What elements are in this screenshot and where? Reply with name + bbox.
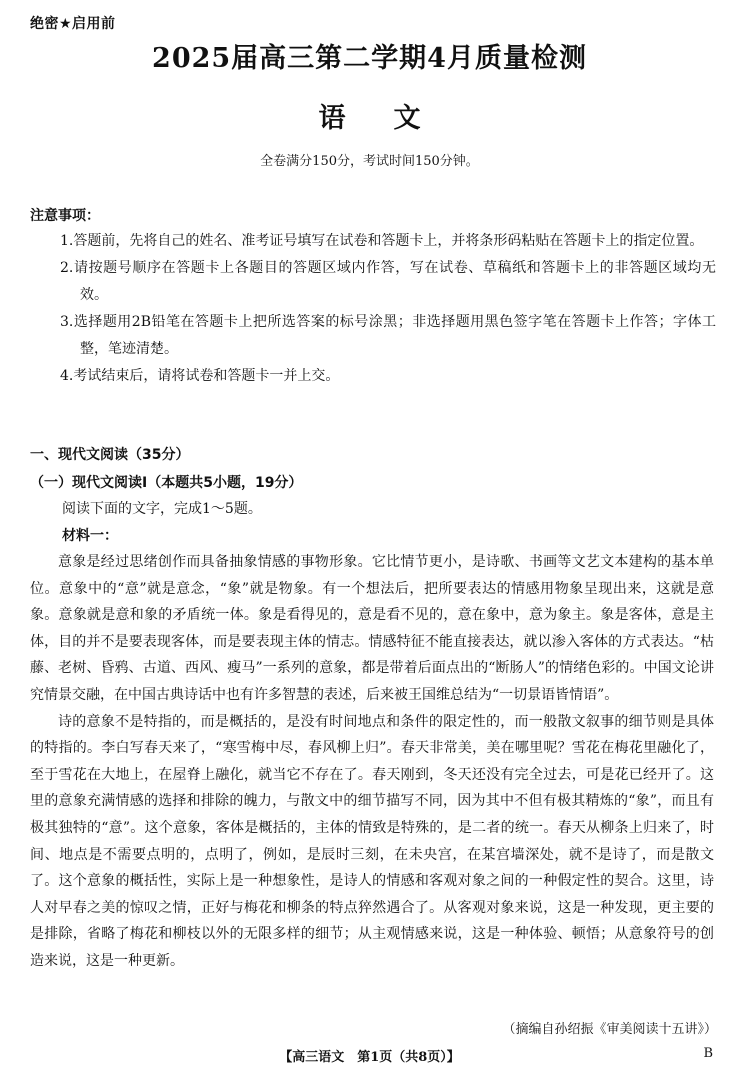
- reading-instruction: 阅读下面的文字，完成1～5题。: [62, 501, 262, 517]
- notices-heading: 注意事项：: [30, 208, 100, 224]
- notice-item: 3.选择题用2B铅笔在答题卡上把所选答案的标号涂黑；非选择题用黑色签字笔在答题卡上作答；字体工整，笔迹清楚。: [60, 314, 716, 357]
- material-label: 材料一：: [62, 528, 118, 544]
- score-time-line: 全卷满分150分，考试时间150分钟。: [260, 154, 479, 169]
- passage-body: [30, 549, 714, 975]
- notice-item: 1.答题前，先将自己的姓名、准考证号填写在试卷和答题卡上，并将条形码粘贴在答题卡上的指定位置。: [60, 233, 704, 249]
- notice-item: 4.考试结束后，请将试卷和答题卡一并上交。: [60, 368, 340, 384]
- passage-paragraph: 意象是经过思绪创作而具备抽象情感的事物形象。它比情节更小，是诗歌、书画等文艺文本建构的基本单位。意象中的“意”就是意念，“象”就是物象。有一个想法后，把所要表达的情感用物象呈现出来，这就是意象。意象就是意和象的矛盾统一体。象是看得见的，意是看不见的，意在象中，意为象主。象是客体，意是主体，目的并不是要表现客体，而是要表现主体的情志。情感特征不能直接表达，就以渗入客体的方式表达。“枯藤、老树、昏鸦、古道、西风、瘦马”一系列的意象，都是带着后面点出的“断肠人”的情绪色彩的。中国文论讲究情景交融，在中国古典诗话中也有许多智慧的表述，后来被王国维总结为“一切景语皆情语”。: [30, 554, 714, 703]
- paper-version-code: B: [703, 1046, 713, 1061]
- page-footer: 【高三语文 第1页（共8页）】: [279, 1050, 460, 1065]
- section-subtitle: （一）现代文阅读Ⅰ（本题共5小题，19分）: [30, 475, 303, 491]
- exam-title: 2025届高三第二学期4月质量检测: [152, 43, 587, 74]
- section-title: 一、现代文阅读（35分）: [30, 447, 190, 463]
- notice-item: 2.请按题号顺序在答题卡上各题目的答题区域内作答，写在试卷、草稿纸和答题卡上的非答题区域均无效。: [60, 260, 716, 303]
- notices-list: [60, 228, 716, 390]
- passage-paragraph: 诗的意象不是特指的，而是概括的，是没有时间地点和条件的限定性的，而一般散文叙事的细节则是具体的特指的。李白写春天来了，“寒雪梅中尽，春风柳上归”。春天非常美，美在哪里呢？雪花在梅花里融化了，至于雪花在大地上，在屋脊上融化，就当它不存在了。春天刚到，冬天还没有完全过去，可是花已经开了。这里的意象充满情感的选择和排除的魄力，与散文中的细节描写不同，因为其中不但有极其精炼的“象”，而且有极其独特的“意”。这个意象，客体是概括的，主体的情致是特殊的，是二者的统一。春天从柳条上归来了，时间、地点是不需要点明的，点明了，例如，是辰时三刻，在未央宫，在某宫墙深处，就不是诗了，而是散文了。这个意象的概括性，实际上是一种想象性，是诗人的情感和客观对象之间的一种假定性的契合。这里，诗人对早春之美的惊叹之情，正好与梅花和柳条的特点猝然遇合了。从客观对象来说，这是一种发现，更主要的是排除，省略了梅花和柳枝以外的无限多样的细节；从主观情感来说，这是一种体验、顿悟；从意象符号的创造来说，这是一种更新。: [30, 713, 714, 969]
- subject-title: 语文: [318, 103, 469, 134]
- confidential-label: 绝密★启用前: [30, 16, 116, 32]
- passage-source: （摘编自孙绍振《审美阅读十五讲》）: [502, 1022, 717, 1037]
